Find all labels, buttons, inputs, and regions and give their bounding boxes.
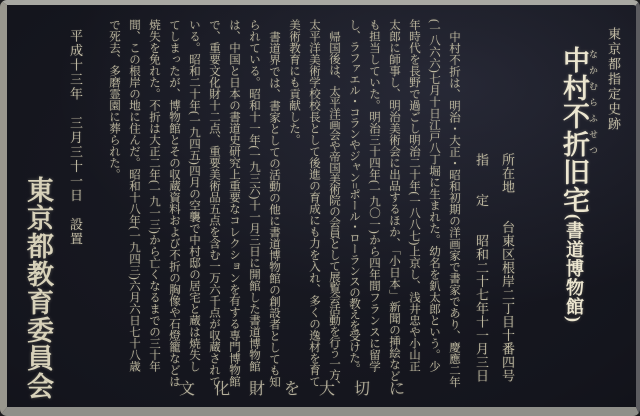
body-column: し、ラファエル・コランやジャン=ポール・ローランスの教えを受けた。 — [348, 19, 360, 374]
meta-block — [468, 153, 520, 383]
body-column: てしまったが、博物館とその収蔵資料および不折の胸像や石燈籠などは — [168, 19, 180, 387]
body-column: 美術教育にも貢献した。 — [288, 19, 300, 146]
title-ruby — [559, 46, 598, 158]
body-column: 焼失を免れた。不折は大正二年(一九一三)から亡くなるまでの三十年 — [148, 19, 160, 372]
meta-location: 所在地 台東区根岸二丁目十番四号 — [500, 153, 515, 383]
title-subtitle: (書道博物館) — [564, 214, 584, 323]
body-column: られている。昭和十一年(一九三六)十一月三日に開館した書道博物館 — [248, 19, 260, 372]
left-block — [19, 29, 85, 415]
body-column: 年時代を長野で過ごし明治二十年(一八八七)上京し、浅井忠や小山正 — [408, 19, 420, 372]
body-column: で、重要文化財十二点、重要美術品五点を含む一万六千点が収蔵されて — [208, 19, 220, 387]
title-kanji: 中村不折 — [559, 46, 589, 158]
title-main — [559, 46, 598, 214]
slogan: 文化財を大切に — [179, 381, 425, 398]
body-column: (一八六六)七月十日江戸八丁堀に生まれた。幼名を釟太郎という。少 — [428, 19, 440, 372]
header-block — [554, 19, 622, 397]
body-column: 帰国後は、太平洋画会や帝国美術院の会員として展覧会活動を行う一方、 — [328, 30, 340, 391]
title-kanji-2: 旧宅 — [559, 158, 589, 214]
title-furigana: なかむらふせつ — [588, 46, 598, 158]
installation-date: 平成十三年 三月三十一日 設置 — [68, 29, 83, 247]
body-column: 太平洋美術学校校長として後進の育成にも力を入れ、多くの逸材を育て — [308, 19, 320, 387]
committee-name: 東京都教育委員会 — [23, 176, 53, 400]
page-title — [554, 19, 598, 397]
body-column: 間、この根岸の地に住んだ。昭和十八年(一九四三)六月六日七十八歳 — [128, 19, 140, 372]
body-text — [104, 19, 464, 391]
body-column: は、中国と日本の書道史研究上重要なコレクションを有する専門博物館 — [228, 19, 240, 387]
body-column: 中村不折は、明治・大正・昭和初期の洋画家で書家であり、慶應二年 — [448, 30, 460, 387]
body-column: で死去、多磨霊園に葬られた。 — [108, 19, 120, 180]
body-column: 書道界では、書家としての活動の他に書道博物館の創設者としても知 — [268, 30, 280, 387]
body-column: も担当していた。明治三十四年(一九〇一)から四年間フランスに留学 — [368, 19, 380, 372]
designation-label: 東京都指定史跡 — [606, 27, 621, 132]
body-column: いる。昭和二十年(一九四五)四月の空襲で中村邸の居宅と蔵は焼失し — [188, 19, 200, 372]
body-column: 太郎に師事し、明治美術会に出品するほか、「小日本」新聞の挿絵など — [388, 19, 400, 382]
meta-designated-date: 指 定 昭和二十七年十一月三日 — [474, 153, 489, 383]
